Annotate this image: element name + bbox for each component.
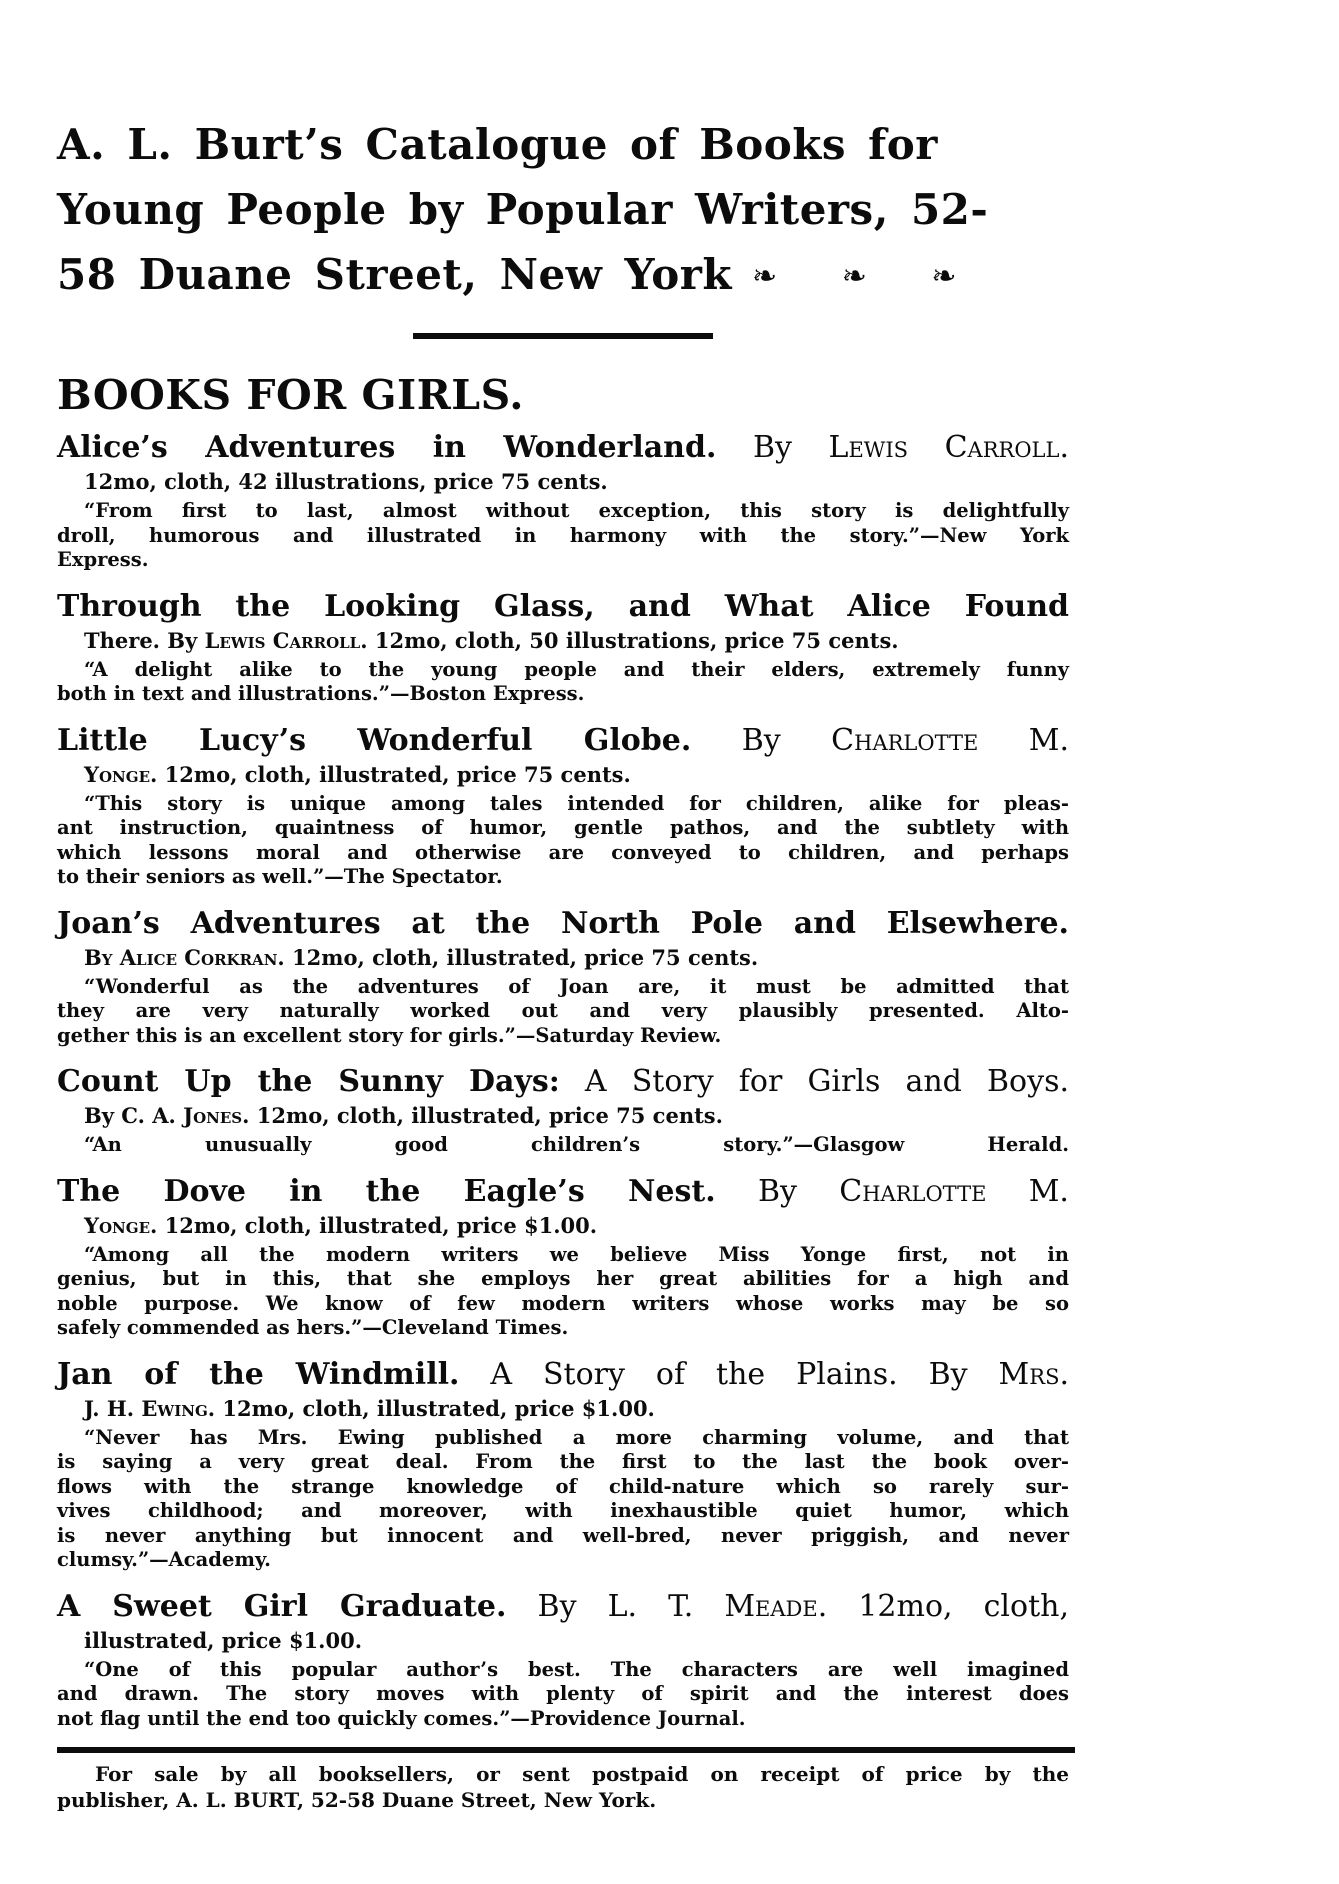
quote-line: “One of this popular author’s best. The characters are well imagined	[84, 1657, 1069, 1681]
meta-segment: 12mo, cloth, illustrated, price 75 cents.	[249, 1103, 723, 1128]
book-entry	[57, 905, 1069, 1049]
quote-line: gether this is an excellent story for girls.”—Saturday Review.	[57, 1023, 722, 1047]
book-entries	[57, 429, 1069, 1731]
meta-segment: Yonge.	[84, 1212, 158, 1238]
book-title	[57, 1063, 1069, 1101]
title-segment: The Dove in the Eagle’s Nest.	[57, 1173, 716, 1209]
quote-line: genius, but in this, that she employs her great abilities for a high and	[57, 1267, 1069, 1290]
book-quote	[57, 1426, 1069, 1573]
title-segment: Through the Looking Glass, and What Alice Found	[57, 588, 1069, 624]
title-segment: By	[716, 430, 829, 465]
book-entry	[57, 1356, 1069, 1573]
quote-line: and drawn. The story moves with plenty of spirit and the interest does	[57, 1682, 1069, 1705]
quote-line: “Never has Mrs. Ewing published a more charming volume, and that	[84, 1425, 1069, 1449]
book-entry	[57, 429, 1069, 573]
section-title: BOOKS FOR GIRLS.	[57, 371, 525, 419]
meta-segment: Jones.	[183, 1103, 250, 1128]
meta-segment: 12mo, cloth, 50 illustrations, price 75 cents.	[367, 627, 899, 653]
book-title	[57, 1173, 1069, 1211]
book-quote	[57, 658, 1069, 707]
book-entry	[57, 1588, 1069, 1732]
book-entry	[57, 588, 1069, 707]
title-segment: By	[715, 1173, 840, 1209]
book-meta	[57, 467, 1069, 497]
quote-line: “A delight alike to the young people and their elders, extremely funny	[84, 657, 1069, 681]
quote-line: not flag until the end too quickly comes.”—Providence Journal.	[57, 1706, 746, 1730]
quote-line: “This story is unique among tales intended for children, alike for pleas-	[84, 791, 1069, 815]
title-segment: A Story of the Plains. By	[459, 1356, 999, 1392]
header-divider	[413, 333, 713, 339]
book-meta	[57, 1211, 1069, 1241]
title-segment: A Story for Girls and Boys.	[559, 1064, 1069, 1099]
title-segment: Alice’s Adventures in Wonderland.	[57, 430, 717, 465]
quote-line: is saying a very great deal. From the first to the last the book over-	[57, 1450, 1069, 1473]
quote-line: which lessons moral and otherwise are conveyed to children, and perhaps	[57, 840, 1069, 864]
meta-segment: By C. A.	[84, 1103, 184, 1128]
meta-segment: 12mo, cloth, illustrated, price 75 cents.	[157, 761, 631, 787]
book-meta	[57, 760, 1069, 790]
meta-segment: By Alice Corkran.	[84, 944, 285, 970]
quote-line: ant instruction, quaintness of humor, gentle pathos, and the subtlety with	[57, 816, 1069, 839]
header-line-3: 58 Duane Street, New York	[57, 250, 733, 299]
header-line-1: A. L. Burt’s Catalogue of Books for	[57, 120, 938, 169]
book-title	[57, 722, 1069, 760]
meta-segment: Ewing.	[141, 1395, 216, 1421]
title-segment: Lewis Carroll.	[828, 430, 1069, 465]
quote-line: flows with the strange knowledge of child-nature which so rarely sur-	[57, 1474, 1069, 1498]
book-meta	[57, 1626, 1069, 1656]
quote-line: they are very naturally worked out and very plausibly presented. Alto-	[57, 999, 1069, 1022]
title-segment: By L. T.	[506, 1588, 725, 1624]
footer-line: For sale by all booksellers, or sent postpaid on receipt of price by the	[95, 1762, 1069, 1786]
book-title	[57, 588, 1069, 626]
meta-segment: 12mo, cloth, illustrated, price $1.00.	[215, 1395, 655, 1421]
quote-line: both in text and illustrations.”—Boston Express.	[57, 682, 585, 705]
title-segment: A Sweet Girl Graduate.	[57, 1588, 507, 1624]
book-quote	[57, 975, 1069, 1049]
page-column	[57, 112, 1069, 1813]
title-segment: Meade.	[724, 1588, 828, 1624]
footer-note	[57, 1761, 1069, 1813]
book-quote	[57, 1658, 1069, 1732]
book-title	[57, 1356, 1069, 1394]
quote-line: Express.	[57, 548, 149, 571]
title-segment: Count Up the Sunny Days:	[57, 1064, 560, 1099]
book-quote	[57, 1243, 1069, 1341]
meta-segment: Lewis Carroll.	[204, 627, 368, 653]
footer-divider	[57, 1747, 1075, 1753]
title-segment: Joan’s Adventures at the North Pole and Elsewhere.	[57, 905, 1069, 941]
fleuron-ornament-icon: ❧ ❧ ❧	[752, 259, 981, 294]
quote-line: “Among all the modern writers we believe Miss Yonge first, not in	[84, 1242, 1069, 1266]
book-meta	[57, 1394, 1069, 1424]
book-meta	[57, 1101, 1069, 1131]
title-segment: Mrs.	[998, 1356, 1069, 1392]
title-segment: By	[691, 722, 832, 758]
book-title	[57, 905, 1069, 943]
title-segment: Charlotte M.	[839, 1173, 1069, 1209]
title-segment: Little Lucy’s Wonderful Globe.	[57, 722, 692, 758]
book-entry	[57, 1063, 1069, 1158]
book-quote	[57, 1133, 1069, 1158]
title-segment: Jan of the Windmill.	[57, 1356, 460, 1392]
meta-segment: 12mo, cloth, illustrated, price 75 cents.	[284, 944, 759, 970]
book-meta	[57, 943, 1069, 973]
book-entry	[57, 1173, 1069, 1341]
book-title	[57, 1588, 1069, 1626]
book-title	[57, 429, 1069, 467]
quote-line: “An unusually good children’s story.”—Glasgow Herald.	[84, 1133, 1069, 1156]
quote-line: vives childhood; and moreover, with inexhaustible quiet humor, which	[57, 1499, 1069, 1522]
book-meta	[57, 626, 1069, 656]
footer-line: publisher, A. L. BURT, 52-58 Duane Street, New York.	[57, 1788, 657, 1812]
quote-line: safely commended as hers.”—Cleveland Times.	[57, 1316, 569, 1339]
meta-segment: illustrated, price $1.00.	[84, 1627, 363, 1653]
header-line-2: Young People by Popular Writers, 52-	[57, 185, 989, 234]
quote-line: droll, humorous and illustrated in harmony with the story.”—New York	[57, 523, 1069, 547]
quote-line: to their seniors as well.”—The Spectator.	[57, 865, 503, 888]
book-quote	[57, 499, 1069, 573]
quote-line: “Wonderful as the adventures of Joan are, it must be admitted that	[84, 974, 1069, 998]
quote-line: clumsy.”—Academy.	[57, 1548, 271, 1571]
catalogue-header	[57, 112, 1069, 309]
quote-line: is never anything but innocent and well-bred, never priggish, and never	[57, 1523, 1069, 1547]
title-segment: 12mo, cloth,	[827, 1588, 1070, 1624]
book-entry	[57, 722, 1069, 890]
meta-segment: J. H.	[84, 1395, 142, 1421]
meta-segment: There. By	[84, 627, 205, 653]
quote-line: “From first to last, almost without exception, this story is delightfully	[84, 499, 1069, 522]
quote-line: noble purpose. We know of few modern writers whose works may be so	[57, 1291, 1069, 1315]
title-segment: Charlotte M.	[831, 722, 1069, 758]
meta-segment: Yonge.	[84, 761, 158, 787]
meta-segment: 12mo, cloth, 42 illustrations, price 75 cents.	[84, 469, 608, 494]
meta-segment: 12mo, cloth, illustrated, price $1.00.	[157, 1212, 598, 1238]
book-quote	[57, 792, 1069, 890]
